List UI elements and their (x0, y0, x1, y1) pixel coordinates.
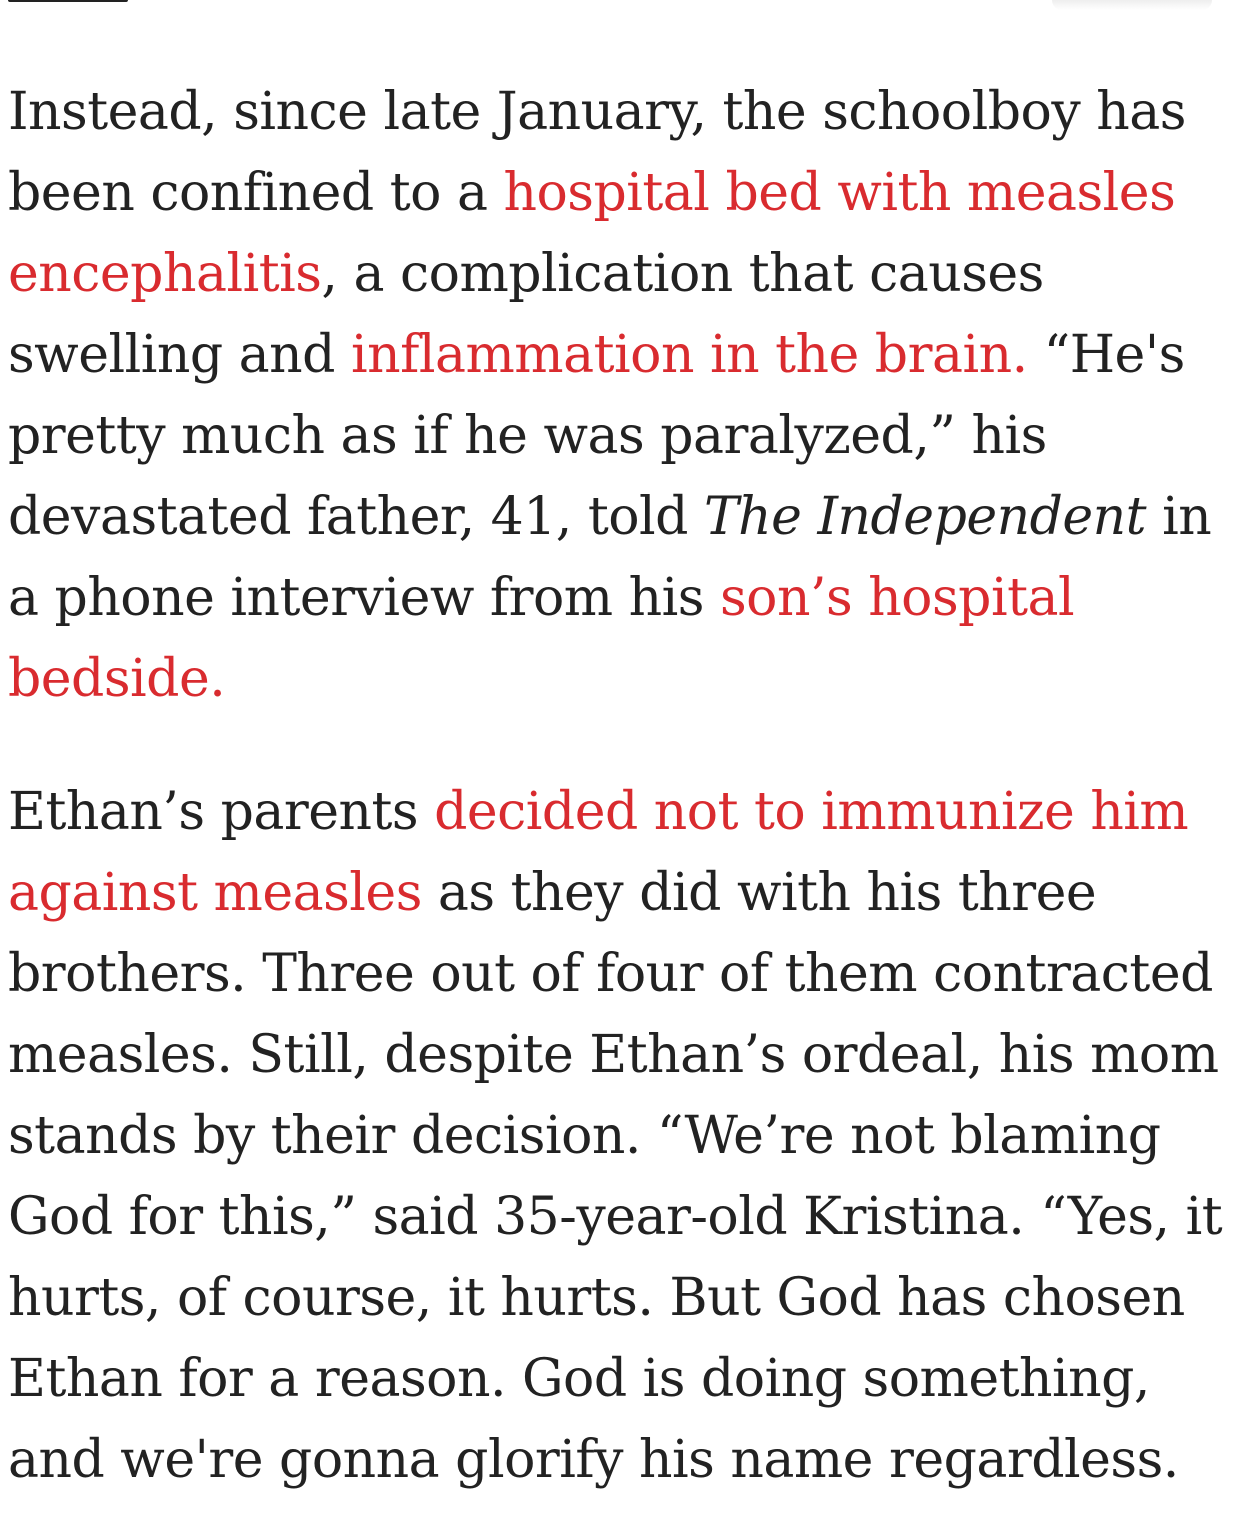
link-decided-not-to-immunize[interactable]: decided not to immunize him against measles (8, 782, 1189, 923)
paragraph-text: in a phone interview from his (8, 487, 1212, 628)
paragraph-text: “He's pretty much as if he was paralyzed,” his devastated father, 41, told (8, 325, 1185, 547)
article-paragraph-2 (8, 772, 1244, 1501)
paragraph-text: as they did with his three brothers. Three out of four of them contracted measles. Still, despite Ethan’s ordeal, his mom stands by their decision. “We’re not blaming God for this,” said 35-year-old Kristina. “Yes, it hurts, of course, it hurts. But God has chosen Ethan for a reason. God is doing something, and we're gonna glorify his name regardless. (8, 863, 1223, 1490)
link-sons-hospital-bedside[interactable]: son’s hospital bedside. (8, 568, 1075, 709)
previous-line-fragment (8, 0, 128, 2)
paragraph-text: , a complication that causes swelling and (8, 244, 1044, 385)
floating-element-shadow (1052, 0, 1212, 10)
paragraph-text: Instead, since late January, the schoolboy has been confined to a (8, 82, 1186, 223)
paragraph-text: Ethan’s parents (8, 782, 435, 842)
article-body (8, 72, 1244, 1501)
article-paragraph-1 (8, 72, 1244, 720)
link-hospital-bed-measles-encephalitis[interactable]: hospital bed with measles encephalitis (8, 163, 1176, 304)
link-inflammation-in-brain[interactable]: inflammation in the brain. (350, 325, 1028, 385)
publication-name: The Independent (704, 487, 1147, 547)
